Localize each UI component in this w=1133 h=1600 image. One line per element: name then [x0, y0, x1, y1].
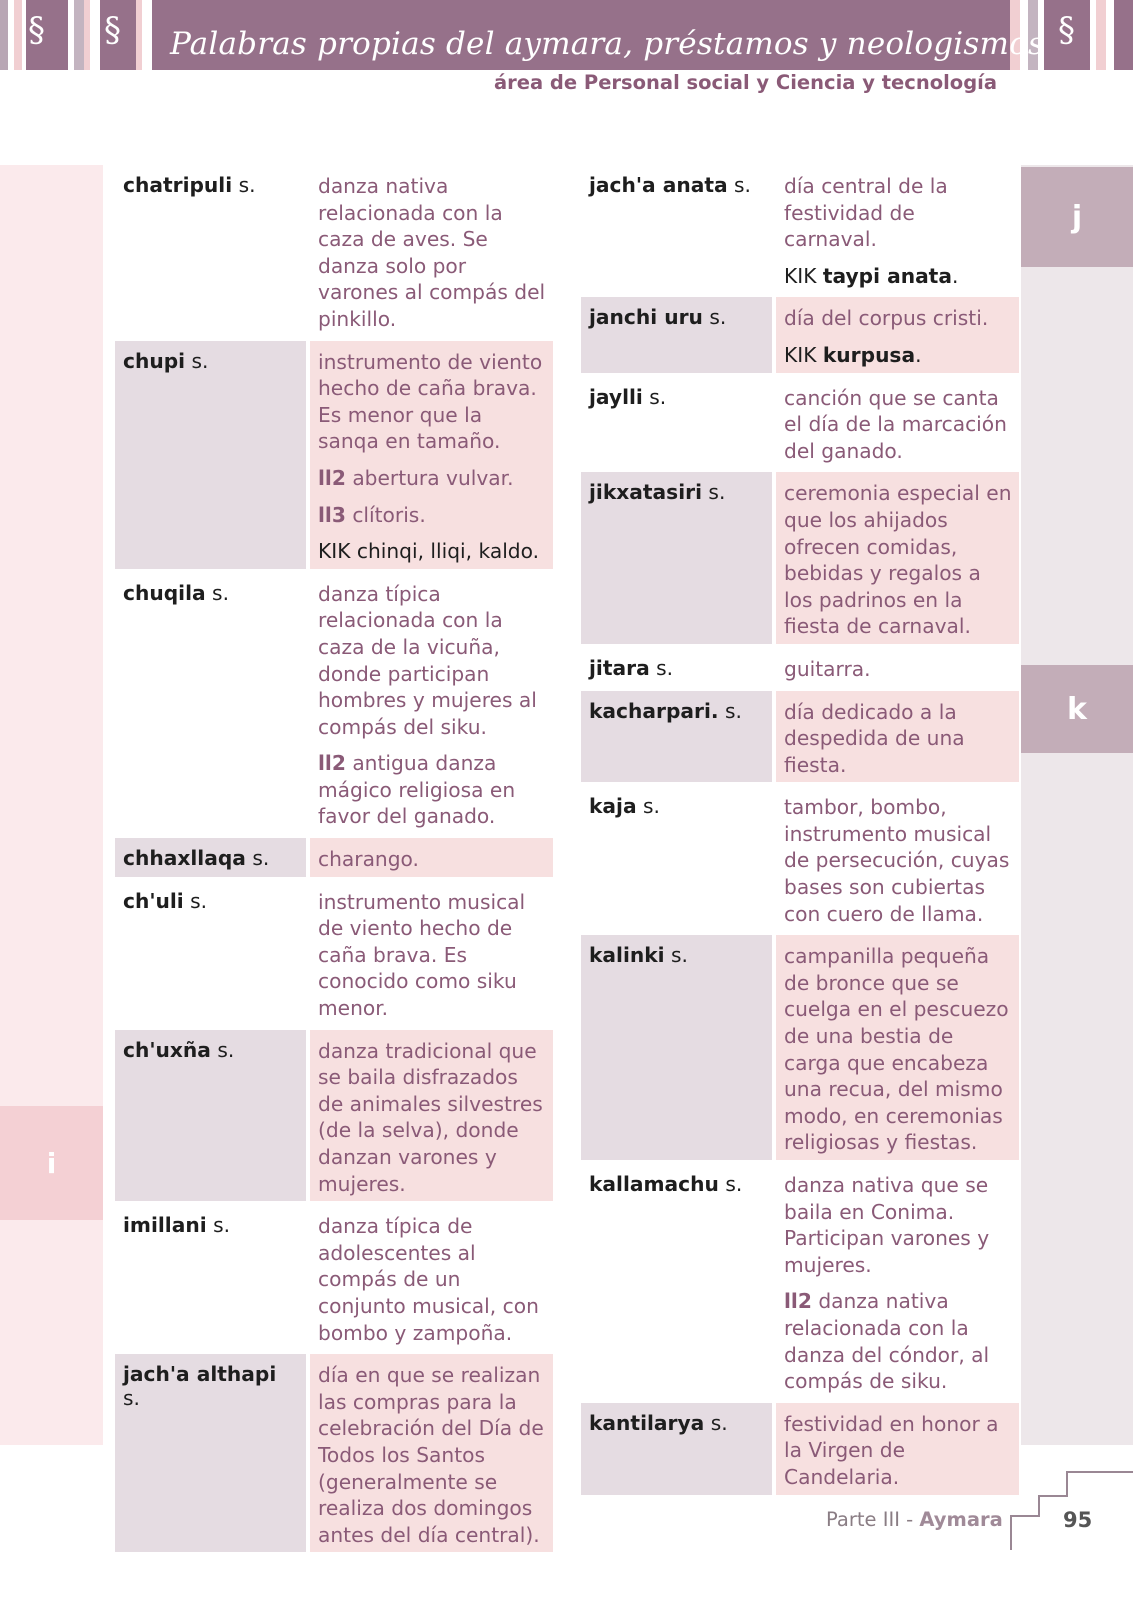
entry-term-cell [581, 377, 772, 469]
letter-tab-k-label: k [1067, 691, 1087, 727]
glossary-entry [115, 881, 553, 1026]
page-title: Palabras propias del aymara, préstamos y neologismos [170, 26, 1045, 62]
entry-definition-cell [776, 297, 1019, 372]
entry-term-cell [115, 881, 306, 1026]
entry-pos: s. [123, 1386, 140, 1411]
glossary-entry [115, 573, 553, 834]
spiral-ornament-icon: § [1058, 10, 1075, 50]
entry-term: jach'a anata [589, 173, 728, 197]
entry-term: chhaxllaqa [123, 846, 246, 871]
glossary-entry [581, 472, 1019, 644]
entry-term: chuqila [123, 580, 206, 605]
entry-definition-cell [310, 573, 553, 834]
glossary-entry [115, 1030, 553, 1202]
glossary-entry [581, 935, 1019, 1160]
glossary-entry [581, 648, 1019, 687]
entry-pos: s. [649, 384, 667, 409]
entry-definition-cell [310, 881, 553, 1026]
entry-pos: s. [671, 943, 688, 968]
entry-pos: s. [252, 846, 270, 871]
entry-pos: s. [191, 348, 209, 373]
entry-term-cell [115, 1354, 306, 1552]
entry-definition: canción que se canta el día de la marcación del ganado. [784, 385, 1007, 463]
entry-pos: s. [212, 580, 229, 605]
entry-definition: festividad en honor a la Virgen de Candelaria. [784, 1411, 999, 1489]
entry-term-cell [581, 297, 772, 372]
spiral-ornament-icon: § [104, 10, 121, 50]
footer-part-label: Parte III - Aymara [826, 1508, 1003, 1531]
entry-definition: día dedicado a la despedida de una fiesta. [784, 699, 965, 777]
entry-term-cell [581, 1164, 772, 1399]
entry-definition-cell [310, 838, 553, 877]
entry-term: jikxatasiri [589, 480, 702, 505]
entry-term-cell [115, 1030, 306, 1202]
entry-term-cell [581, 165, 772, 293]
entry-term: imillani [123, 1213, 207, 1238]
entry-definition-cell [776, 1164, 1019, 1399]
entry-definition: día del corpus cristi. [784, 306, 989, 331]
entry-definition-cell [776, 377, 1019, 469]
entry-definition: danza nativa que se baila en Conima. Participan varones y mujeres. [784, 1173, 990, 1277]
glossary-entry [581, 1403, 1019, 1495]
left-margin-band [0, 165, 103, 1445]
entry-definition: día en que se realizan las compras para la celebración del Día de Todos los Santos (generalmente se realiza dos domingos antes del día central). [318, 1363, 544, 1547]
right-margin-band [1021, 165, 1133, 1445]
glossary-entry [581, 786, 1019, 931]
entry-term-cell [115, 838, 306, 877]
entry-sense: ll2 abertura vulvar. [318, 465, 514, 490]
entry-sense: ll2 danza nativa relacionada con la danza del cóndor, al compás de siku. [784, 1289, 990, 1394]
glossary-entry [115, 165, 553, 337]
entry-definition-cell [776, 165, 1019, 293]
entry-term-cell [581, 1403, 772, 1495]
entry-term: kalinki [589, 943, 665, 968]
entry-definition: charango. [318, 847, 419, 872]
entry-definition: ceremonia especial en que los ahijados ofrecen comidas, bebidas y regalos a los padrinos en la fiesta de carnaval. [784, 481, 1012, 639]
entry-definition-cell [776, 786, 1019, 931]
page-number: 95 [1063, 1508, 1093, 1532]
glossary-entry [581, 165, 1019, 293]
entry-definition-cell [310, 1354, 553, 1552]
letter-tab-j-label: j [1071, 199, 1083, 235]
glossary-entry [115, 1354, 553, 1552]
letter-tab-i-label: i [46, 1146, 57, 1180]
entry-pos: s. [709, 305, 727, 330]
entry-pos: s. [190, 888, 208, 913]
entry-pos: s. [725, 1172, 743, 1196]
entry-pos: s. [213, 1213, 230, 1238]
entry-definition-cell [310, 341, 553, 569]
entry-definition-cell [776, 1403, 1019, 1495]
entry-term: janchi uru [589, 305, 703, 330]
glossary-column-right [581, 165, 1019, 1499]
entry-term: kacharpari. [589, 698, 719, 723]
entry-definition-cell [310, 165, 553, 337]
entry-pos: s. [643, 794, 660, 819]
entry-term: jaylli [589, 384, 643, 409]
entry-term: chupi [123, 348, 186, 373]
glossary-entry [581, 691, 1019, 783]
entry-definition: instrumento musical de viento hecho de caña brava. Es conocido como siku menor. [318, 889, 526, 1021]
glossary-column-left [115, 165, 553, 1556]
entry-term: kantilarya [589, 1410, 705, 1435]
entry-pos: s. [725, 698, 742, 723]
entry-term-cell [115, 1205, 306, 1350]
entry-term-cell [115, 165, 306, 337]
entry-definition: campanilla pequeña de bronce que se cuelga en el pescuezo de una bestia de carga que encabeza una recua, del mismo modo, en ceremonias religiosas y fiestas. [784, 944, 1009, 1155]
entry-pos: s. [710, 1410, 728, 1435]
entry-definition: danza nativa relacionada con la caza de aves. Se danza solo por varones al compás del pinkillo. [318, 174, 546, 331]
glossary-entry [581, 377, 1019, 469]
page-subtitle: área de Personal social y Ciencia y tecnología [493, 71, 997, 94]
entry-sense: ll2 antigua danza mágico religiosa en favor del ganado. [318, 751, 516, 829]
entry-definition-cell [310, 1030, 553, 1202]
glossary-entry [581, 297, 1019, 372]
entry-term: ch'uxña [123, 1037, 211, 1062]
entry-definition: danza típica de adolescentes al compás de un conjunto musical, con bombo y zampoña. [318, 1214, 539, 1345]
entry-definition: danza típica relacionada con la caza de la vicuña, donde participan hombres y mujeres al compás del siku. [318, 581, 537, 739]
entry-term: kallamachu [589, 1172, 719, 1196]
entry-definition: instrumento de viento hecho de caña brava. Es menor que la sanqa en tamaño. [318, 349, 543, 454]
entry-term-cell [581, 935, 772, 1160]
entry-term-cell [581, 648, 772, 687]
entry-definition-cell [310, 1205, 553, 1350]
entry-definition: danza tradicional que se baila disfrazados de animales silvestres (de la selva), donde danzan varones y mujeres. [318, 1038, 543, 1196]
entry-term-cell [581, 786, 772, 931]
header-pattern-left [0, 0, 150, 70]
entry-definition: guitarra. [784, 656, 871, 681]
entry-pos: s. [656, 655, 674, 680]
glossary-entry [115, 838, 553, 877]
entry-definition-cell [776, 472, 1019, 644]
entry-term: kaja [589, 794, 637, 819]
glossary-entry [115, 1205, 553, 1350]
entry-sense: ll3 clítoris. [318, 502, 426, 527]
entry-kik: KIK taypi anata. [784, 263, 959, 288]
entry-term: jitara [589, 655, 650, 680]
spiral-ornament-icon: § [28, 10, 45, 50]
entry-term: chatripuli [123, 173, 233, 197]
entry-pos: s. [238, 173, 256, 197]
entry-term-cell [115, 573, 306, 834]
entry-term-cell [581, 691, 772, 783]
glossary-entry [581, 1164, 1019, 1399]
entry-term-cell [581, 472, 772, 644]
entry-kik: KIK chinqi, lliqi, kaldo. [318, 539, 540, 564]
entry-definition: día central de la festividad de carnaval. [784, 174, 948, 252]
entry-term: jach'a althapi [123, 1362, 277, 1387]
entry-pos: s. [734, 173, 751, 197]
entry-definition-cell [776, 691, 1019, 783]
entry-pos: s. [217, 1037, 235, 1062]
entry-kik: KIK kurpusa. [784, 342, 922, 367]
glossary-entry [115, 341, 553, 569]
entry-pos: s. [708, 480, 726, 505]
entry-definition: tambor, bombo, instrumento musical de persecución, cuyas bases son cubiertas con cuero de llama. [784, 795, 1010, 926]
entry-definition-cell [776, 935, 1019, 1160]
entry-term: ch'uli [123, 888, 184, 913]
entry-definition-cell [776, 648, 1019, 687]
entry-term-cell [115, 341, 306, 569]
